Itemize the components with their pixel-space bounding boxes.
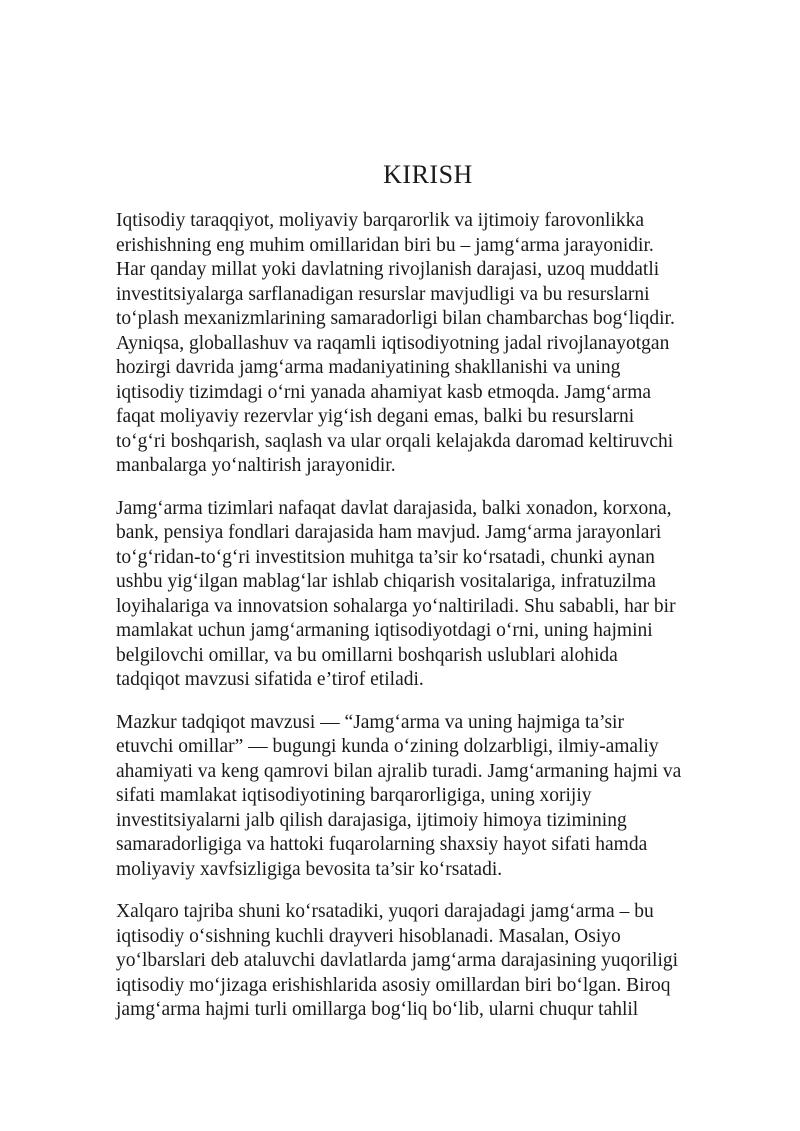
paragraph bbox=[116, 900, 756, 1023]
paragraph bbox=[116, 209, 756, 479]
text-line: Ayniqsa, globallashuv va raqamli iqtisodiyotning jadal rivojlanayotgan bbox=[116, 332, 670, 354]
text-line: investitsiyalarga sarflanadigan resurslar mavjudligi va bu resurslarni bbox=[116, 283, 650, 305]
text-line: investitsiyalarni jalb qilish darajasiga, ijtimoiy himoya tizimining bbox=[116, 809, 627, 831]
text-line: moliyaviy xavfsizligiga bevosita ta’sir ko‘rsatadi. bbox=[116, 858, 503, 880]
text-line: Jamg‘arma tizimlari nafaqat davlat darajasida, balki xonadon, korxona, bbox=[116, 497, 672, 519]
text-line: faqat moliyaviy rezervlar yig‘ish degani emas, balki bu resurslarni bbox=[116, 406, 635, 427]
text-line: sifati mamlakat iqtisodiyotining barqarorligiga, uning xorijiy bbox=[116, 785, 592, 806]
text-line: ahamiyati va keng qamrovi bilan ajralib turadi. Jamg‘armaning hajmi va bbox=[116, 760, 682, 782]
text-line: Har qanday millat yoki davlatning rivojlanish darajasi, uzoq muddatli bbox=[116, 259, 660, 280]
text-line: mamlakat uchun jamg‘armaning iqtisodiyotdagi o‘rni, uning hajmini bbox=[116, 620, 653, 641]
text-line: iqtisodiy mo‘jizaga erishishlarida asosiy omillardan biri bo‘lgan. Biroq bbox=[116, 974, 671, 996]
page-title: KIRISH bbox=[383, 160, 473, 189]
text-line: jamg‘arma hajmi turli omillarga bog‘liq bo‘lib, ularni chuqur tahlil bbox=[116, 999, 639, 1020]
text-line: belgilovchi omillar, va bu omillarni boshqarish uslublari alohida bbox=[116, 644, 618, 666]
document-body bbox=[116, 209, 756, 1041]
text-line: tadqiqot mavzusi sifatida e’tirof etiladi. bbox=[116, 669, 424, 690]
text-line: iqtisodiy o‘sishning kuchli drayveri hisoblanadi. Masalan, Osiyo bbox=[116, 925, 621, 947]
text-line: samaradorligiga va hattoki fuqarolarning shaxsiy hayot sifati hamda bbox=[116, 834, 648, 855]
text-line: to‘plash mexanizmlarining samaradorligi bilan chambarchas bog‘liqdir. bbox=[116, 308, 675, 329]
text-line: etuvchi omillar” — bugungi kunda o‘zining dolzarbligi, ilmiy-amaliy bbox=[116, 736, 659, 757]
text-line: hozirgi davrida jamg‘arma madaniyatining shakllanishi va uning bbox=[116, 357, 621, 378]
text-line: manbalarga yo‘naltirish jarayonidir. bbox=[116, 455, 396, 476]
text-line: Mazkur tadqiqot mavzusi — “Jamg‘arma va uning hajmiga ta’sir bbox=[116, 711, 624, 733]
text-line: Xalqaro tajriba shuni ko‘rsatadiki, yuqori darajadagi jamg‘arma – bu bbox=[116, 901, 654, 922]
text-line: to‘g‘ridan-to‘g‘ri investitsion muhitga ta’sir ko‘rsatadi, chunki aynan bbox=[116, 546, 655, 568]
text-line: ushbu yig‘ilgan mablag‘lar ishlab chiqarish vositalariga, infratuzilma bbox=[116, 571, 656, 592]
text-line: Iqtisodiy taraqqiyot, moliyaviy barqarorlik va ijtimoiy farovonlikka bbox=[116, 210, 645, 231]
text-line: yo‘lbarslari deb ataluvchi davlatlarda jamg‘arma darajasining yuqoriligi bbox=[116, 950, 679, 971]
text-line: erishishning eng muhim omillaridan biri bu – jamg‘arma jarayonidir. bbox=[116, 234, 654, 256]
paragraph bbox=[116, 497, 756, 693]
text-line: loyihalariga va innovatsion sohalarga yo‘naltiriladi. Shu sababli, har bir bbox=[116, 595, 676, 617]
text-line: to‘g‘ri boshqarish, saqlash va ular orqali kelajakda daromad keltiruvchi bbox=[116, 430, 674, 452]
text-line: bank, pensiya fondlari darajasida ham mavjud. Jamg‘arma jarayonlari bbox=[116, 522, 662, 543]
text-line: iqtisodiy tizimdagi o‘rni yanada ahamiyat kasb etmoqda. Jamg‘arma bbox=[116, 381, 652, 403]
paragraph bbox=[116, 711, 756, 883]
